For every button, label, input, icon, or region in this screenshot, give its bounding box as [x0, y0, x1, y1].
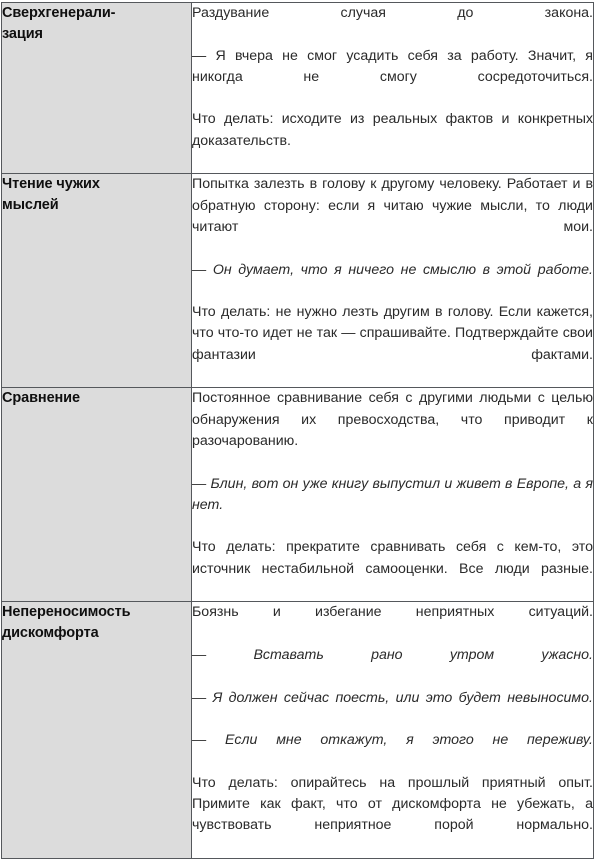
description-cell [192, 174, 594, 388]
description-paragraph: Что делать: исходите из реальных фактов и конкретных доказательств. [192, 111, 593, 149]
description-paragraph: Боязнь и избегание неприятных ситуаций. [192, 604, 593, 621]
example-quote-paragraph: — Я должен сейчас поесть, или это будет невыносимо. [192, 689, 593, 706]
description-paragraph: Попытка залезть в голову к другому человеку. Работает и в обратную сторону: если я читаю чужие мысли, то люди читают мои. [192, 176, 593, 235]
table-row [2, 602, 594, 859]
table-row [2, 3, 594, 174]
description-cell [192, 3, 594, 174]
description-paragraph: Что делать: опирайтесь на прошлый приятный опыт. Примите как факт, что от дискомфорта не убежать, а чувствовать неприятное порой нормально. [192, 774, 593, 834]
description-cell [192, 388, 594, 602]
term-cell: Непереносимость дискомфорта [2, 602, 192, 859]
description-paragraph: — Я вчера не смог усадить себя за работу. Значит, я никогда не смогу сосредоточиться. [192, 47, 593, 85]
term-cell: Сверхгенерали- зация [2, 3, 192, 174]
term-cell: Сравнение [2, 388, 192, 602]
cognitive-distortions-table [1, 2, 594, 859]
term-cell: Чтение чужих мыслей [2, 174, 192, 388]
description-cell [192, 602, 594, 859]
example-quote-paragraph: — Вставать рано утром ужасно. [192, 646, 593, 663]
description-paragraph: Раздувание случая до закона. [192, 5, 593, 21]
description-paragraph: Что делать: прекратите сравнивать себя с кем-то, это источник нестабильной самооценки. Все люди разные. [192, 539, 593, 577]
example-quote-paragraph: — Он думает, что я ничего не смыслю в этой работе. [192, 261, 593, 278]
table-body [2, 3, 594, 859]
table-row [2, 174, 594, 388]
page [0, 2, 600, 834]
table-row [2, 388, 594, 602]
example-quote-paragraph: — Если мне откажут, я этого не переживу. [192, 732, 593, 749]
example-quote-paragraph: — Блин, вот он уже книгу выпустил и живет в Европе, а я нет. [192, 475, 593, 513]
description-paragraph: Постоянное сравнивание себя с другими людьми с целью обнаружения их превосходства, что приводит к разочарованию. [192, 390, 593, 449]
description-paragraph: Что делать: не нужно лезть другим в голову. Если кажется, что что-то идет не так — спрашивайте. Подтверждайте свои фантазии фактами. [192, 304, 593, 363]
